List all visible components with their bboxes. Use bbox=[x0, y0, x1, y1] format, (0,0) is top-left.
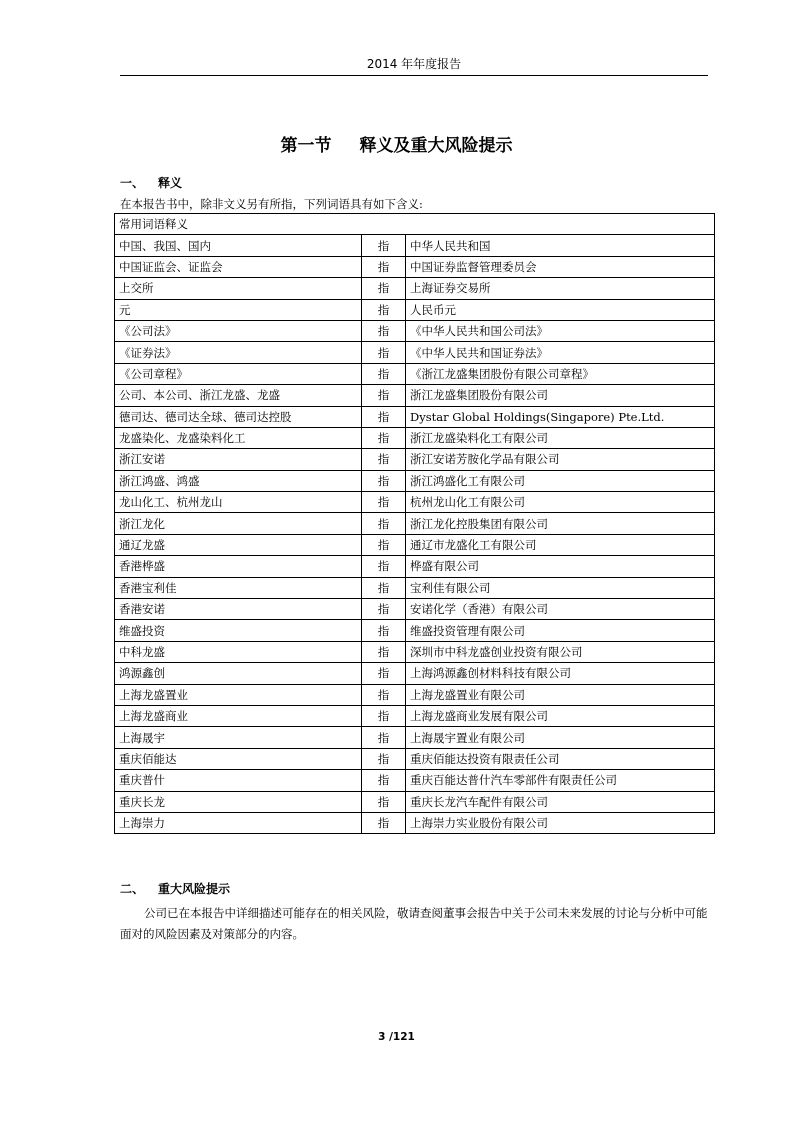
table-row bbox=[115, 684, 715, 705]
part1-index: 一、 bbox=[120, 176, 145, 190]
table-row bbox=[115, 748, 715, 769]
meaning-cell: Dystar Global Holdings(Singapore) Pte.Ltd. bbox=[406, 406, 715, 427]
refers-cell: 指 bbox=[362, 641, 406, 662]
refers-cell: 指 bbox=[362, 256, 406, 277]
refers-cell: 指 bbox=[362, 577, 406, 598]
term-cell: 德司达、德司达全球、德司达控股 bbox=[115, 406, 362, 427]
meaning-cell: 中国证券监督管理委员会 bbox=[406, 256, 715, 277]
meaning-cell: 重庆佰能达投资有限责任公司 bbox=[406, 748, 715, 769]
table-row bbox=[115, 599, 715, 620]
refers-cell: 指 bbox=[362, 278, 406, 299]
refers-cell: 指 bbox=[362, 705, 406, 726]
refers-cell: 指 bbox=[362, 513, 406, 534]
table-row bbox=[115, 556, 715, 577]
term-cell: 上海龙盛商业 bbox=[115, 705, 362, 726]
term-cell: 香港桦盛 bbox=[115, 556, 362, 577]
refers-cell: 指 bbox=[362, 727, 406, 748]
term-cell: 中国、我国、国内 bbox=[115, 235, 362, 256]
term-cell: 《公司法》 bbox=[115, 320, 362, 341]
table-row bbox=[115, 791, 715, 812]
table-row bbox=[115, 235, 715, 256]
term-cell: 重庆长龙 bbox=[115, 791, 362, 812]
part2-title: 重大风险提示 bbox=[158, 882, 231, 896]
term-cell: 龙盛染化、龙盛染料化工 bbox=[115, 427, 362, 448]
term-cell: 公司、本公司、浙江龙盛、龙盛 bbox=[115, 385, 362, 406]
table-header-cell: 常用词语释义 bbox=[115, 214, 715, 235]
table-row bbox=[115, 406, 715, 427]
refers-cell: 指 bbox=[362, 235, 406, 256]
definitions-table bbox=[114, 213, 715, 834]
part1-heading bbox=[120, 176, 182, 190]
refers-cell: 指 bbox=[362, 556, 406, 577]
part2-index: 二、 bbox=[120, 882, 145, 896]
meaning-cell: 浙江鸿盛化工有限公司 bbox=[406, 470, 715, 491]
meaning-cell: 重庆百能达普什汽车零部件有限责任公司 bbox=[406, 770, 715, 791]
refers-cell: 指 bbox=[362, 791, 406, 812]
term-cell: 中国证监会、证监会 bbox=[115, 256, 362, 277]
refers-cell: 指 bbox=[362, 406, 406, 427]
section-title bbox=[0, 135, 793, 157]
term-cell: 上海龙盛置业 bbox=[115, 684, 362, 705]
meaning-cell: 维盛投资管理有限公司 bbox=[406, 620, 715, 641]
meaning-cell: 通辽市龙盛化工有限公司 bbox=[406, 534, 715, 555]
refers-cell: 指 bbox=[362, 385, 406, 406]
meaning-cell: 上海崇力实业股份有限公司 bbox=[406, 812, 715, 833]
term-cell: 浙江龙化 bbox=[115, 513, 362, 534]
term-cell: 通辽龙盛 bbox=[115, 534, 362, 555]
table-row bbox=[115, 727, 715, 748]
table-row bbox=[115, 641, 715, 662]
meaning-cell: 《中华人民共和国公司法》 bbox=[406, 320, 715, 341]
section-number: 第一节 bbox=[280, 136, 332, 156]
refers-cell: 指 bbox=[362, 427, 406, 448]
table-row bbox=[115, 812, 715, 833]
refers-cell: 指 bbox=[362, 363, 406, 384]
table-row bbox=[115, 385, 715, 406]
table-row bbox=[115, 342, 715, 363]
term-cell: 香港安诺 bbox=[115, 599, 362, 620]
refers-cell: 指 bbox=[362, 663, 406, 684]
meaning-cell: 浙江安诺芳胺化学品有限公司 bbox=[406, 449, 715, 470]
term-cell: 重庆普什 bbox=[115, 770, 362, 791]
meaning-cell: 重庆长龙汽车配件有限公司 bbox=[406, 791, 715, 812]
table-row bbox=[115, 513, 715, 534]
meaning-cell: 上海鸿源鑫创材料科技有限公司 bbox=[406, 663, 715, 684]
term-cell: 上交所 bbox=[115, 278, 362, 299]
part2-heading bbox=[120, 882, 230, 896]
refers-cell: 指 bbox=[362, 299, 406, 320]
part1-title: 释义 bbox=[158, 176, 183, 190]
term-cell: 维盛投资 bbox=[115, 620, 362, 641]
risk-notice-paragraph: 公司已在本报告中详细描述可能存在的相关风险，敬请查阅董事会报告中关于公司未来发展的讨论与分析中可能面对的风险因素及对策部分的内容。 bbox=[120, 906, 708, 941]
table-row bbox=[115, 299, 715, 320]
refers-cell: 指 bbox=[362, 342, 406, 363]
meaning-cell: 人民币元 bbox=[406, 299, 715, 320]
meaning-cell: 安诺化学（香港）有限公司 bbox=[406, 599, 715, 620]
section-heading: 释义及重大风险提示 bbox=[359, 136, 513, 156]
term-cell: 香港宝利佳 bbox=[115, 577, 362, 598]
definitions-intro: 在本报告书中，除非文义另有所指，下列词语具有如下含义: bbox=[120, 197, 423, 211]
term-cell: 上海崇力 bbox=[115, 812, 362, 833]
table-row bbox=[115, 770, 715, 791]
table-row bbox=[115, 320, 715, 341]
report-header-title: 2014 年年度报告 bbox=[366, 57, 462, 71]
meaning-cell: 《中华人民共和国证券法》 bbox=[406, 342, 715, 363]
meaning-cell: 《浙江龙盛集团股份有限公司章程》 bbox=[406, 363, 715, 384]
term-cell: 《证券法》 bbox=[115, 342, 362, 363]
term-cell: 上海晟宇 bbox=[115, 727, 362, 748]
refers-cell: 指 bbox=[362, 534, 406, 555]
table-row bbox=[115, 534, 715, 555]
meaning-cell: 浙江龙盛集团股份有限公司 bbox=[406, 385, 715, 406]
table-row bbox=[115, 663, 715, 684]
table-row bbox=[115, 278, 715, 299]
refers-cell: 指 bbox=[362, 812, 406, 833]
table-row bbox=[115, 427, 715, 448]
refers-cell: 指 bbox=[362, 620, 406, 641]
table-row bbox=[115, 492, 715, 513]
table-row bbox=[115, 577, 715, 598]
refers-cell: 指 bbox=[362, 320, 406, 341]
header-divider bbox=[120, 75, 708, 76]
meaning-cell: 中华人民共和国 bbox=[406, 235, 715, 256]
meaning-cell: 桦盛有限公司 bbox=[406, 556, 715, 577]
refers-cell: 指 bbox=[362, 599, 406, 620]
refers-cell: 指 bbox=[362, 748, 406, 769]
table-row bbox=[115, 363, 715, 384]
table-row bbox=[115, 256, 715, 277]
term-cell: 浙江鸿盛、鸿盛 bbox=[115, 470, 362, 491]
refers-cell: 指 bbox=[362, 470, 406, 491]
meaning-cell: 浙江龙化控股集团有限公司 bbox=[406, 513, 715, 534]
table-row bbox=[115, 449, 715, 470]
meaning-cell: 浙江龙盛染料化工有限公司 bbox=[406, 427, 715, 448]
term-cell: 元 bbox=[115, 299, 362, 320]
meaning-cell: 上海龙盛置业有限公司 bbox=[406, 684, 715, 705]
table-row bbox=[115, 620, 715, 641]
term-cell: 浙江安诺 bbox=[115, 449, 362, 470]
meaning-cell: 深圳市中科龙盛创业投资有限公司 bbox=[406, 641, 715, 662]
meaning-cell: 上海证券交易所 bbox=[406, 278, 715, 299]
refers-cell: 指 bbox=[362, 770, 406, 791]
table-row bbox=[115, 470, 715, 491]
term-cell: 重庆佰能达 bbox=[115, 748, 362, 769]
term-cell: 中科龙盛 bbox=[115, 641, 362, 662]
meaning-cell: 杭州龙山化工有限公司 bbox=[406, 492, 715, 513]
term-cell: 《公司章程》 bbox=[115, 363, 362, 384]
refers-cell: 指 bbox=[362, 684, 406, 705]
meaning-cell: 宝利佳有限公司 bbox=[406, 577, 715, 598]
refers-cell: 指 bbox=[362, 449, 406, 470]
page-number: 3 /121 bbox=[378, 1031, 415, 1043]
table-header-row bbox=[115, 214, 715, 235]
table-row bbox=[115, 705, 715, 726]
meaning-cell: 上海龙盛商业发展有限公司 bbox=[406, 705, 715, 726]
term-cell: 龙山化工、杭州龙山 bbox=[115, 492, 362, 513]
term-cell: 鸿源鑫创 bbox=[115, 663, 362, 684]
refers-cell: 指 bbox=[362, 492, 406, 513]
meaning-cell: 上海晟宇置业有限公司 bbox=[406, 727, 715, 748]
